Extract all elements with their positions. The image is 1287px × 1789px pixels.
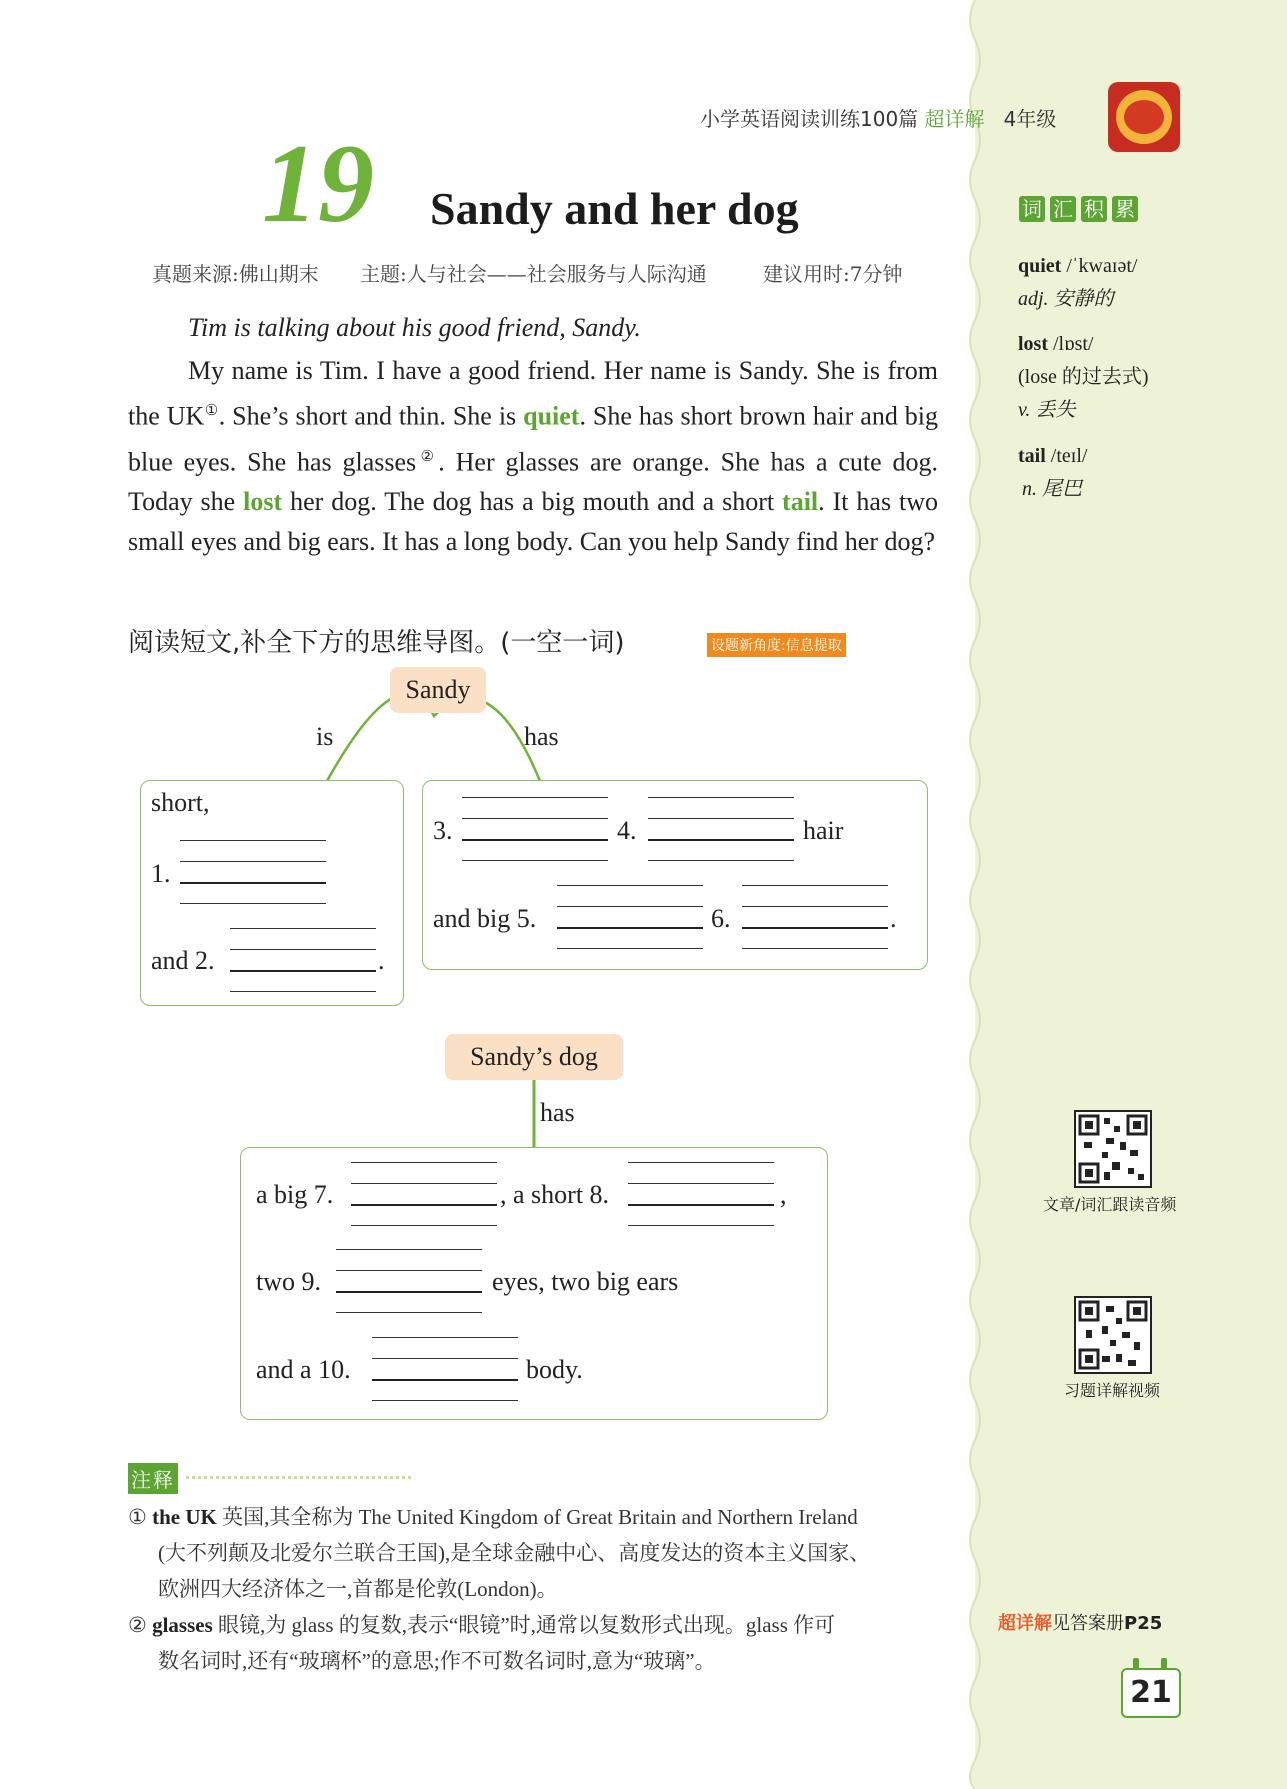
period-2: . bbox=[378, 946, 385, 975]
box-text-short: short, bbox=[151, 788, 210, 817]
passage-text: . She has short brown hair and big blue eyes. She has glasses bbox=[128, 401, 939, 477]
qr-caption-audio: 文章/词汇跟读音频 bbox=[1043, 1195, 1177, 1214]
note-1-line-2: (大不列颠及北爱尔兰联合王国),是全球金融中心、高度发达的资本主义国家、 bbox=[158, 1541, 871, 1565]
answer-blank-4[interactable] bbox=[648, 797, 794, 861]
vocab-word: quiet bbox=[1018, 255, 1062, 277]
answer-blank-9[interactable] bbox=[336, 1249, 482, 1313]
blank-number-4: 4. bbox=[617, 816, 637, 845]
vocab-phonetic: /teɪl/ bbox=[1050, 445, 1088, 467]
note-2-marker: ② bbox=[128, 1613, 147, 1637]
vocab-entry-quiet bbox=[1018, 250, 1137, 282]
answer-ref-text: 见答案册 bbox=[1052, 1613, 1124, 1634]
blank-number-2: and 2. bbox=[151, 946, 215, 975]
passage-text: . She’s short and thin. She is bbox=[218, 401, 524, 431]
text-body: body. bbox=[526, 1355, 583, 1384]
vocab-word: lost bbox=[1018, 333, 1048, 355]
qr-code-audio[interactable] bbox=[1074, 1110, 1152, 1188]
vocab-heading-char: 积 bbox=[1081, 196, 1107, 222]
answer-ref-page: P25 bbox=[1124, 1613, 1163, 1634]
mindmap-root-sandy: Sandy bbox=[390, 667, 486, 713]
answer-blank-5[interactable] bbox=[557, 885, 703, 949]
comma-8: , bbox=[780, 1180, 787, 1209]
notes-heading: 注释 bbox=[128, 1463, 178, 1494]
lesson-number: 19 bbox=[262, 122, 374, 246]
keyword-quiet: quiet bbox=[523, 401, 580, 431]
blank-number-5: and big 5. bbox=[433, 904, 537, 933]
branch-label-dog-has: has bbox=[540, 1098, 575, 1127]
note-1-marker: ① bbox=[128, 1505, 147, 1529]
qr-pattern-icon bbox=[1076, 1298, 1150, 1372]
page-number: 21 bbox=[1121, 1668, 1181, 1718]
vocab-phonetic: /lɒst/ bbox=[1053, 333, 1094, 355]
vocab-phonetic: /ˈkwaɪət/ bbox=[1066, 255, 1138, 277]
keyword-tail: tail bbox=[782, 487, 819, 517]
note-2-text: 眼镜,为 glass 的复数,表示“眼镜”时,通常以复数形式出现。glass 作可 bbox=[212, 1613, 836, 1637]
time-label: 建议用时:7分钟 bbox=[763, 262, 903, 286]
blank-number-9: two 9. bbox=[256, 1267, 321, 1296]
passage-text: her dog. The dog has a big mouth and a short bbox=[282, 487, 783, 517]
note-2-term: glasses bbox=[152, 1613, 213, 1637]
theme-label: 主题:人与社会——社会服务与人际沟通 bbox=[360, 262, 707, 286]
answer-blank-2[interactable] bbox=[230, 928, 376, 992]
answer-blank-6[interactable] bbox=[742, 885, 888, 949]
note-1-term: the UK bbox=[152, 1505, 217, 1529]
answer-blank-7[interactable] bbox=[351, 1162, 497, 1226]
lesson-title: Sandy and her dog bbox=[430, 183, 799, 234]
vocab-meaning: v. 丢失 bbox=[1018, 399, 1076, 421]
source-label: 真题来源:佛山期末 bbox=[152, 262, 319, 286]
qr-pattern-icon bbox=[1076, 1112, 1150, 1186]
vocab-heading-char: 汇 bbox=[1050, 196, 1076, 222]
branch-label-has: has bbox=[524, 722, 559, 751]
passage-text: . Her glasses are orange. She has a cute dog. Today she bbox=[128, 447, 938, 517]
note-1-line-3: 欧洲四大经济体之一,首都是伦敦(London)。 bbox=[158, 1577, 558, 1601]
period-6: . bbox=[890, 904, 897, 933]
task-tag: 设题新角度:信息提取 bbox=[707, 633, 846, 657]
vocab-meaning: adj. 安静的 bbox=[1018, 288, 1114, 310]
footnote-ref-1: ① bbox=[204, 403, 219, 419]
blank-number-10: and a 10. bbox=[256, 1355, 351, 1384]
answer-ref-highlight: 超详解 bbox=[998, 1613, 1052, 1634]
vocab-note: (lose 的过去式) bbox=[1018, 366, 1149, 388]
answer-blank-3[interactable] bbox=[462, 797, 608, 861]
note-1-line-1 bbox=[128, 1499, 858, 1535]
passage-text: My name is Tim. I have a good friend. Her name is Sandy. She is from the UK bbox=[128, 356, 938, 431]
notes-divider bbox=[186, 1476, 411, 1479]
passage-intro: Tim is talking about his good friend, Sandy. bbox=[188, 313, 641, 342]
vocab-entry-tail bbox=[1018, 440, 1087, 472]
branch-label-is: is bbox=[316, 722, 334, 751]
vocab-heading-char: 词 bbox=[1019, 196, 1045, 222]
blank-number-3: 3. bbox=[433, 816, 453, 845]
blank-number-6: 6. bbox=[711, 904, 731, 933]
book-highlight: 超详解 bbox=[924, 107, 985, 131]
blank-number-1: 1. bbox=[151, 859, 171, 888]
task-instruction: 阅读短文,补全下方的思维导图。(一空一词) bbox=[128, 628, 625, 658]
vocab-entry-lost bbox=[1018, 328, 1093, 360]
answer-reference bbox=[998, 1609, 1162, 1635]
passage-text: . It has two small eyes and big ears. It has a long body. Can you help Sandy find her dog? bbox=[128, 487, 938, 557]
answer-blank-8[interactable] bbox=[628, 1162, 774, 1226]
answer-blank-1[interactable] bbox=[180, 840, 326, 904]
vocab-heading-char: 累 bbox=[1112, 196, 1138, 222]
note-2-line-1 bbox=[128, 1607, 835, 1643]
blank-number-7: a big 7. bbox=[256, 1180, 334, 1209]
grade-label: 4年级 bbox=[1003, 107, 1057, 131]
qr-caption-video: 习题详解视频 bbox=[1064, 1381, 1161, 1400]
keyword-lost: lost bbox=[243, 487, 283, 517]
answer-blank-10[interactable] bbox=[372, 1337, 518, 1401]
note-2-line-2: 数名词时,还有“玻璃杯”的意思;作不可数名词时,意为“玻璃”。 bbox=[158, 1649, 716, 1673]
mindmap-root-sandys-dog: Sandy’s dog bbox=[445, 1034, 623, 1080]
text-eyes-ears: eyes, two big ears bbox=[492, 1267, 679, 1296]
label-hair: hair bbox=[803, 816, 844, 845]
note-1-text: 英国,其全称为 The United Kingdom of Great Britain and Northern Ireland bbox=[216, 1505, 858, 1529]
vocab-meaning: n. 尾巴 bbox=[1022, 478, 1082, 500]
footnote-ref-2: ② bbox=[416, 448, 439, 465]
blank-number-8: , a short 8. bbox=[500, 1180, 610, 1209]
book-title: 小学英语阅读训练100篇 bbox=[700, 107, 919, 131]
vocab-word: tail bbox=[1018, 445, 1046, 467]
qr-code-video[interactable] bbox=[1074, 1296, 1152, 1374]
